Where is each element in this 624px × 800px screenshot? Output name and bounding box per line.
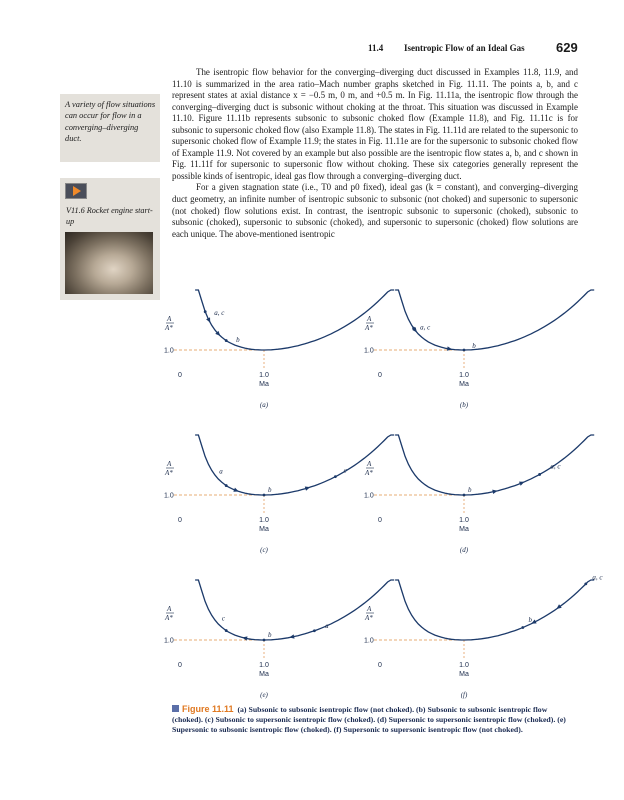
caption-text: (a) Subsonic to subsonic isentropic flow (not choked). (b) Subsonic to subsonic isentropic flow (choked). (c) Subsonic to supersonic isentropic flow (choked). (d) Supersonic to supersonic isentropic flow (choked). (e) Supersonic to subsonic isentropic flow (choked). (f) Supersonic to supersonic isentropic flow (not choked).	[172, 705, 566, 735]
margin-note	[60, 94, 160, 162]
play-video-icon[interactable]	[65, 183, 87, 199]
state-point	[204, 310, 207, 313]
x-axis-label: Ma	[459, 526, 469, 533]
state-label: c	[343, 466, 347, 475]
state-label: a, c	[420, 323, 431, 332]
area-mach-curve	[395, 290, 594, 350]
running-header	[0, 42, 624, 58]
x-axis-label: Ma	[259, 526, 269, 533]
state-label: b	[268, 631, 272, 639]
panel-label: (b)	[459, 401, 469, 409]
page-number: 629	[556, 40, 578, 55]
state-label: a, c	[214, 308, 225, 317]
paragraph-1: The isentropic flow behavior for the converging–diverging duct discussed in Examples 11.8, 11.9, and 11.10 is summarized in the area ratio–Mach number graphs sketched in Fig. 11.11. The points a, b, and c represent states at axial distance x = −0.5 m, 0 m, and +0.5 m. In Fig. 11.11a, the isentropic flow through the converging–diverging duct is subsonic without choking at the throat. This situation was discussed in Example 11.10. Figure 11.11b represents subsonic to subsonic choked flow (Example 11.8), and Fig. 11.11c is for subsonic to supersonic choked flow (also Example 11.8). The states in Fig. 11.11d are related to the supersonic to supersonic choked flow of Example 11.9; the states in Fig. 11.11e are for the supersonic to subsonic choked flow of Example 11.9. Not covered by an example but also possible are the isentropic flow states a, b, and c shown in Fig. 11.11f for supersonic to supersonic flow without choking. These six categories generally represent the possible kinds of isentropic, ideal gas flow through a converging–diverging duct.	[172, 67, 578, 181]
state-point	[412, 327, 415, 330]
area-mach-curve	[395, 580, 594, 640]
x-origin-label: 0	[178, 517, 182, 524]
y-axis-numerator: A	[367, 460, 372, 468]
state-point	[463, 494, 466, 497]
x-tick-label: 1.0	[459, 517, 469, 524]
plot-c	[164, 441, 368, 561]
y-axis-denominator: A*	[365, 614, 373, 622]
plot-e	[164, 586, 368, 706]
y-axis-numerator: A	[367, 605, 372, 613]
state-point	[538, 473, 541, 476]
section-title: Isentropic Flow of an Ideal Gas	[404, 43, 525, 53]
plot-d	[364, 441, 568, 561]
state-label: a	[219, 467, 223, 476]
x-axis-label: Ma	[259, 671, 269, 678]
x-origin-label: 0	[178, 662, 182, 669]
panel-label: (c)	[260, 546, 268, 554]
state-point	[225, 629, 228, 632]
state-point	[584, 582, 587, 585]
y-axis-numerator: A	[167, 605, 172, 613]
y-axis-denominator: A*	[165, 324, 173, 332]
flow-arrow	[233, 488, 238, 492]
caption-bullet-icon	[172, 705, 179, 712]
x-tick-label: 1.0	[259, 372, 269, 379]
panel-label: (a)	[259, 401, 269, 409]
y-tick-label: 1.0	[364, 347, 374, 355]
paragraph-2: For a given stagnation state (i.e., T0 and p0 fixed), ideal gas (k = constant), and converging–diverging duct geometry, an infinite number of isentropic subsonic to subsonic (not choked) and supersonic to supersonic (not choked) flow solutions exist. In contrast, the isentropic subsonic to supersonic (choked), subsonic to subsonic (choked), supersonic to subsonic (choked), and supersonic to supersonic (choked) flow solutions are each unique. The above-mentioned isentropic	[172, 182, 578, 239]
state-point	[225, 484, 228, 487]
x-axis-label: Ma	[459, 381, 469, 388]
x-origin-label: 0	[378, 517, 382, 524]
margin-note-text: A variety of flow situations can occur for flow in a converging–diverging duct.	[65, 100, 156, 143]
panel-label: (d)	[459, 546, 469, 554]
panel-label: (e)	[260, 691, 268, 699]
y-tick-label: 1.0	[164, 347, 174, 355]
y-axis-numerator: A	[367, 315, 372, 323]
state-label: c	[221, 614, 225, 623]
state-point	[313, 629, 316, 632]
state-label: b	[268, 486, 272, 494]
plot-b	[364, 296, 568, 416]
figure-label: Figure 11.11	[182, 704, 234, 714]
plot-a	[164, 296, 368, 416]
flow-arrow	[305, 486, 310, 490]
y-axis-numerator: A	[167, 460, 172, 468]
flow-arrow	[519, 482, 524, 486]
state-label: b	[468, 486, 472, 494]
state-point	[225, 339, 228, 342]
y-tick-label: 1.0	[364, 492, 374, 500]
x-origin-label: 0	[378, 372, 382, 379]
panel-label: (f)	[460, 691, 468, 699]
section-number: 11.4	[368, 43, 384, 53]
x-axis-label: Ma	[259, 381, 269, 388]
state-label: a, c	[550, 462, 561, 471]
plot-f	[364, 573, 603, 706]
state-point	[263, 639, 266, 642]
x-tick-label: 1.0	[259, 662, 269, 669]
y-axis-denominator: A*	[365, 324, 373, 332]
video-thumbnail[interactable]	[65, 232, 153, 294]
y-axis-denominator: A*	[365, 469, 373, 477]
state-label: a, c	[592, 573, 603, 582]
y-tick-label: 1.0	[164, 637, 174, 645]
y-axis-denominator: A*	[165, 469, 173, 477]
state-label: a	[325, 622, 329, 631]
x-origin-label: 0	[178, 372, 182, 379]
video-note[interactable]	[60, 178, 160, 300]
x-axis-label: Ma	[459, 671, 469, 678]
x-origin-label: 0	[378, 662, 382, 669]
state-point	[463, 349, 466, 352]
video-label[interactable]: V11.6 Rocket engine start-up	[66, 206, 153, 226]
state-point	[521, 626, 524, 629]
y-axis-numerator: A	[167, 315, 172, 323]
x-tick-label: 1.0	[459, 372, 469, 379]
state-label: b	[528, 615, 532, 624]
state-point	[263, 494, 266, 497]
figure-caption	[172, 704, 578, 736]
x-tick-label: 1.0	[459, 662, 469, 669]
state-label: b	[472, 341, 476, 350]
area-mach-curve	[395, 435, 594, 495]
x-tick-label: 1.0	[259, 517, 269, 524]
body-text	[172, 67, 578, 240]
y-axis-denominator: A*	[165, 614, 173, 622]
state-point	[334, 475, 337, 478]
state-label: b	[236, 335, 240, 344]
flow-arrow	[492, 490, 497, 494]
y-tick-label: 1.0	[364, 637, 374, 645]
y-tick-label: 1.0	[164, 492, 174, 500]
